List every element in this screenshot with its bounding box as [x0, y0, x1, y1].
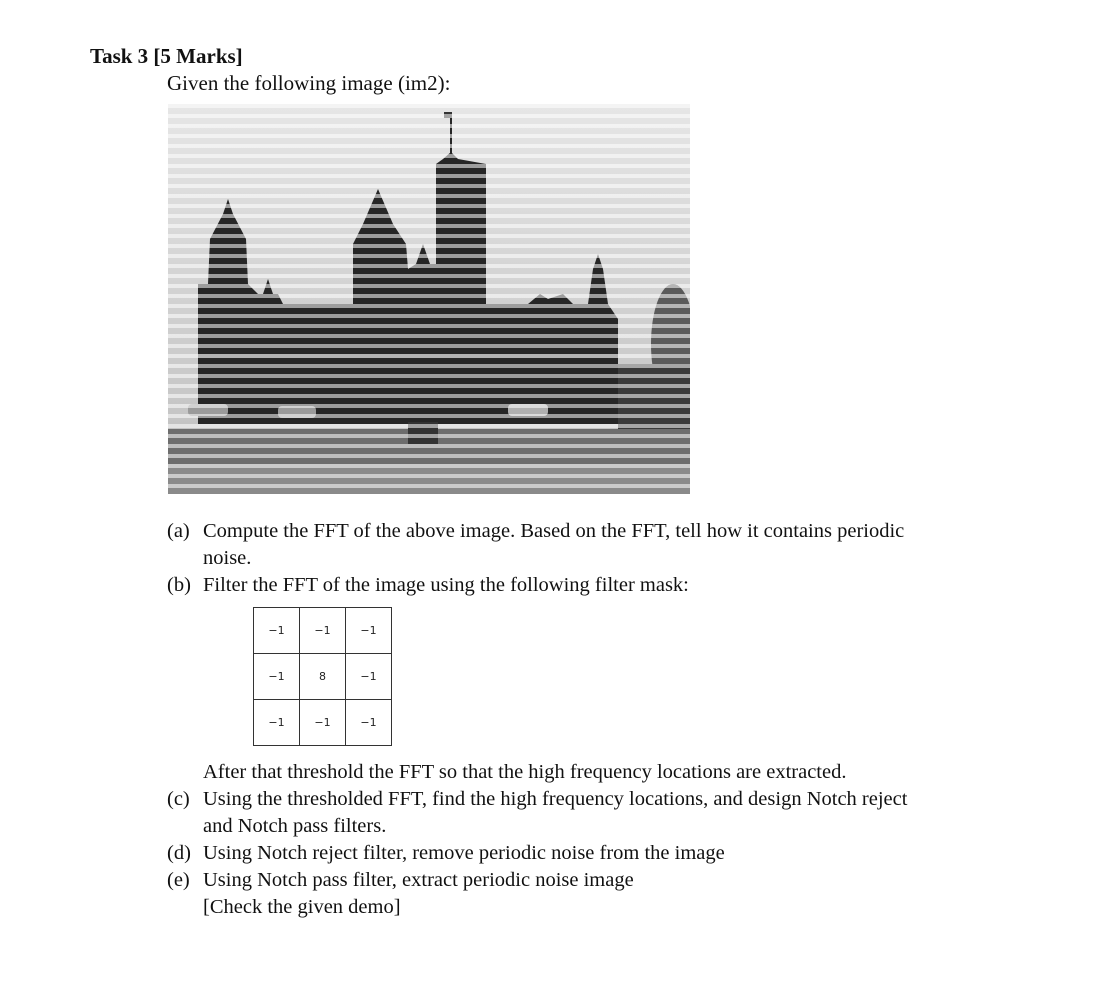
- item-c-label: (c): [167, 788, 190, 810]
- item-e-line-1: Using Notch pass filter, extract periodic noise image: [203, 869, 634, 891]
- item-a-line-2: noise.: [203, 547, 252, 569]
- mask-cell: −1: [254, 654, 300, 700]
- mask-cell: −1: [346, 654, 392, 700]
- mask-cell: 8: [300, 654, 346, 700]
- item-d-line-1: Using Notch reject filter, remove periodic noise from the image: [203, 842, 725, 864]
- mask-cell: −1: [346, 608, 392, 654]
- mask-cell: −1: [254, 700, 300, 746]
- item-a-line-1: Compute the FFT of the above image. Based on the FFT, tell how it contains periodic: [203, 520, 905, 542]
- item-b-line-1: Filter the FFT of the image using the following filter mask:: [203, 574, 689, 596]
- item-e-label: (e): [167, 869, 190, 891]
- mask-cell: −1: [346, 700, 392, 746]
- item-c-line-2: and Notch pass filters.: [203, 815, 387, 837]
- item-b-followup: After that threshold the FFT so that the high frequency locations are extracted.: [203, 761, 847, 783]
- filter-mask-table: [253, 607, 392, 746]
- mask-row: [254, 700, 392, 746]
- noisy-castle-image: [168, 104, 690, 494]
- item-c-line-1: Using the thresholded FFT, find the high frequency locations, and design Notch reject: [203, 788, 908, 810]
- mask-cell: −1: [300, 700, 346, 746]
- task-title: Task 3 [5 Marks]: [90, 44, 243, 68]
- item-a-label: (a): [167, 520, 190, 542]
- mask-cell: −1: [254, 608, 300, 654]
- item-b-label: (b): [167, 574, 191, 596]
- item-e-line-2: [Check the given demo]: [203, 896, 401, 918]
- item-d-label: (d): [167, 842, 191, 864]
- mask-row: [254, 608, 392, 654]
- mask-cell: −1: [300, 608, 346, 654]
- mask-row: [254, 654, 392, 700]
- task-intro: Given the following image (im2):: [167, 71, 451, 95]
